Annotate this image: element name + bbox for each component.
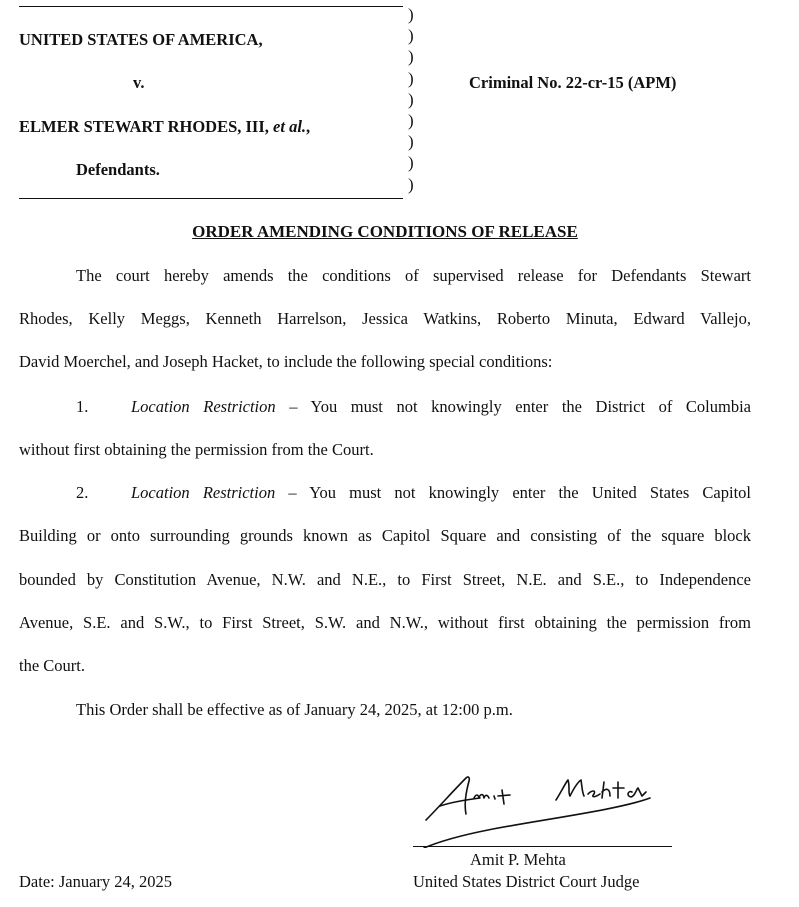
paren: ) [408, 110, 414, 130]
effective-statement: This Order shall be effective as of January 24, 2025, at 12:00 p.m. [76, 700, 513, 719]
plaintiff-name: UNITED STATES OF AMERICA, [19, 30, 263, 49]
order-date: Date: January 24, 2025 [19, 872, 173, 891]
condition-2-line-5: the Court. [19, 656, 85, 675]
condition-2-number: 2. [76, 483, 89, 502]
condition-2-line-4: Avenue, S.E. and S.W., to First Street, S.W. and N.W., without first obtaining the permission from [19, 613, 751, 632]
case-number: Criminal No. 22-cr-15 (APM) [469, 73, 677, 92]
condition-1-number: 1. [76, 397, 89, 416]
versus-label: v. [133, 73, 145, 92]
condition-2-line-1: Location Restriction – You must not knowingly enter the United States Capitol [131, 483, 751, 502]
paren: ) [408, 153, 414, 173]
paren: ) [408, 89, 414, 109]
defendant-name: ELMER STEWART RHODES, III, et al., [19, 117, 311, 136]
condition-1-line-1: Location Restriction – You must not knowingly enter the District of Columbia [131, 397, 751, 416]
condition-1-line-2: without first obtaining the permission from the Court. [19, 440, 374, 459]
judge-name: Amit P. Mehta [470, 850, 566, 869]
paren: ) [408, 68, 414, 88]
caption-top-rule [19, 6, 403, 7]
caption-bottom-rule [19, 198, 403, 199]
signature-rule [413, 846, 672, 847]
intro-line-1: The court hereby amends the conditions of supervised release for Defendants Stewart [76, 266, 751, 285]
condition-2-line-2: Building or onto surrounding grounds known as Capitol Square and consisting of the square block [19, 526, 751, 545]
defendants-label: Defendants. [76, 160, 160, 179]
paren: ) [408, 132, 414, 152]
paren: ) [408, 47, 414, 67]
paren: ) [408, 5, 414, 24]
intro-line-2: Rhodes, Kelly Meggs, Kenneth Harrelson, Jessica Watkins, Roberto Minuta, Edward Vallejo, [19, 309, 751, 328]
intro-line-3: David Moerchel, and Joseph Hacket, to include the following special conditions: [19, 352, 553, 371]
condition-2-line-3: bounded by Constitution Avenue, N.W. and N.E., to First Street, N.E. and S.E., to Independence [19, 570, 751, 589]
paren: ) [408, 26, 414, 46]
caption-parenthesis-column [408, 4, 420, 195]
judge-title: United States District Court Judge [413, 872, 640, 891]
order-title: ORDER AMENDING CONDITIONS OF RELEASE [192, 222, 578, 241]
paren: ) [408, 174, 414, 194]
judge-signature [418, 768, 678, 848]
